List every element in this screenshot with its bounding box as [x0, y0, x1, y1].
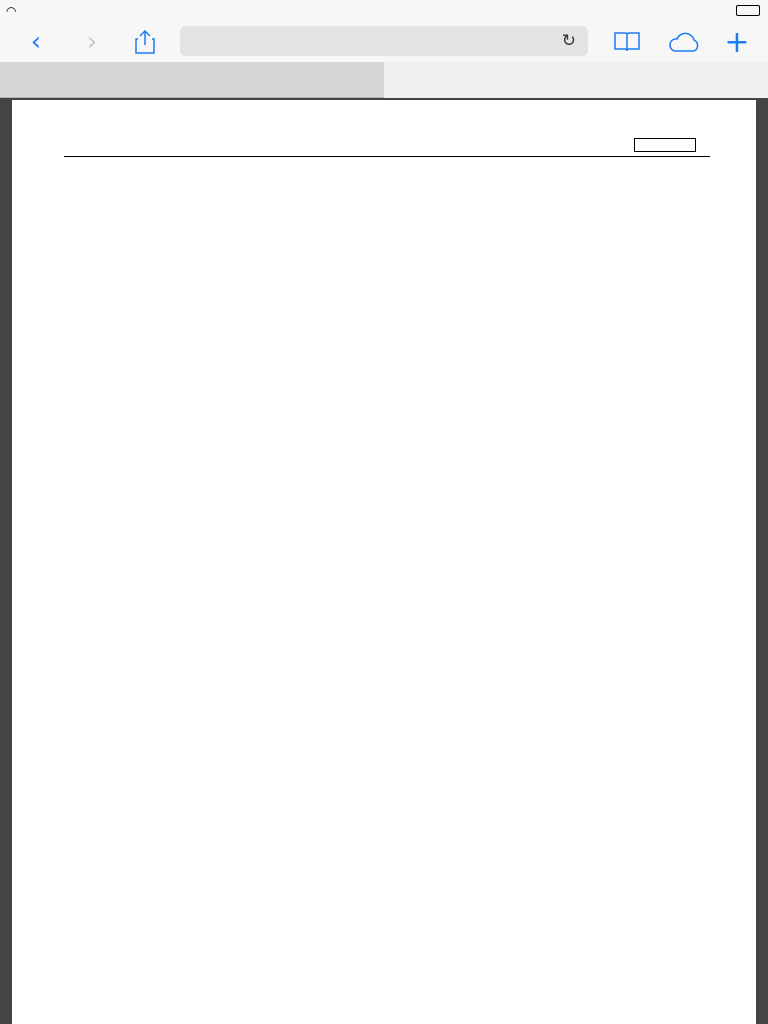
tab-bar [0, 62, 768, 98]
tab-schedule-pdf[interactable] [384, 62, 768, 98]
pdf-viewer[interactable] [0, 98, 768, 1024]
status-bar [0, 0, 768, 22]
plus-icon[interactable]: + [724, 24, 750, 60]
device-label [6, 4, 16, 18]
battery-icon [736, 5, 760, 16]
tab-jubilo-board[interactable] [0, 62, 384, 98]
battery-indicator [733, 4, 760, 18]
share-icon[interactable] [130, 22, 160, 62]
browser-toolbar [0, 22, 768, 62]
round-dates-right [569, 160, 598, 250]
address-bar[interactable] [180, 26, 588, 56]
document-date [634, 138, 696, 152]
wifi-icon: ◠ [6, 4, 17, 18]
title-rule [64, 156, 710, 157]
bookmarks-icon[interactable] [612, 22, 642, 62]
pdf-page [12, 100, 756, 1024]
cloud-icon[interactable] [664, 22, 704, 62]
forward-icon[interactable]: › [86, 27, 98, 57]
round-dates-left [208, 160, 237, 250]
reload-icon[interactable]: ↻ [561, 31, 576, 51]
back-icon[interactable]: ‹ [30, 27, 42, 57]
